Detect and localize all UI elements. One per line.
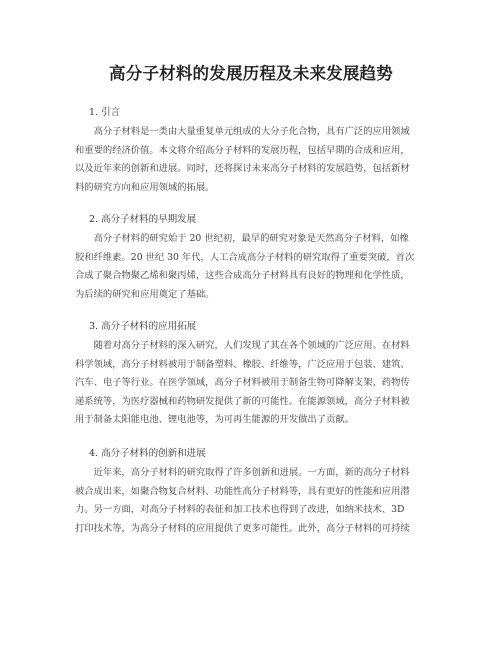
section-paragraph-introduction [75,123,431,197]
paragraph-line: 被合成出来，如聚合物复合材料、功能性高分子材料等，具有更好的性能和应用潜 [75,485,410,497]
paragraph-line: 力。另一方面，对高分子材料的表征和加工技术也得到了改进，如纳米技术、3D [75,504,405,516]
section-heading-introduction: 1. 引言 [89,107,121,118]
paragraph-line: 打印技术等，为高分子材料的应用提供了更多可能性。此外，高分子材料的可持续 [75,522,410,534]
paragraph-line: 用于制备太阳能电池、锂电池等，为可再生能源的开发做出了贡献。 [75,414,354,426]
section-heading-application-expansion: 3. 高分子材料的应用拓展 [89,321,197,332]
paragraph-line: 胶和纤维素。20 世纪 30 年代，人工合成高分子材料的研究取得了重要突破，首次 [75,251,415,263]
paragraph-line: 汽车、电子等行业。在医学领域，高分子材料被用于制备生物可降解支架、药物传 [75,377,410,389]
paragraph-line: 科学领域，高分子材料被用于制备塑料、橡胶、纤维等，广泛应用于包装、建筑、 [75,358,410,370]
paragraph-line: 近年来，高分子材料的研究取得了许多创新和进展。一方面，新的高分子材料 [75,467,410,478]
section-paragraph-early-development [75,230,431,304]
paragraph-line: 高分子材料的研究始于 20 世纪初，最早的研究对象是天然高分子材料，如橡 [75,233,409,244]
paragraph-line: 以及近年来的创新和进展。同时，还将探讨未来高分子材料的发展趋势，包括新材 [75,163,410,175]
paragraph-line: 和重要的经济价值。本文将介绍高分子材料的发展历程，包括早期的合成和应用， [75,144,410,156]
paragraph-line: 料的研究方向和应用领域的拓展。 [75,181,215,193]
paragraph-line: 高分子材料是一类由大量重复单元组成的大分子化合物，具有广泛的应用领域 [75,126,410,137]
section-paragraph-application-expansion [75,337,431,430]
section-heading-innovation-progress: 4. 高分子材料的创新和进展 [89,448,206,459]
paragraph-line: 随着对高分子材料的深入研究，人们发现了其在各个领域的广泛应用。在材料 [75,340,410,351]
paragraph-line: 递系统等，为医疗器械和药物研发提供了新的可能性。在能源领域，高分子材料被 [75,395,410,407]
document-title: 高分子材料的发展历程及未来发展趋势 [109,64,393,83]
paragraph-line: 合成了聚合物聚乙烯和聚丙烯，这些合成高分子材料具有良好的物理和化学性质， [75,270,410,282]
section-heading-early-development: 2. 高分子材料的早期发展 [89,214,197,225]
paragraph-line: 为后续的研究和应用奠定了基础。 [75,288,215,300]
section-paragraph-innovation-progress [75,464,431,538]
